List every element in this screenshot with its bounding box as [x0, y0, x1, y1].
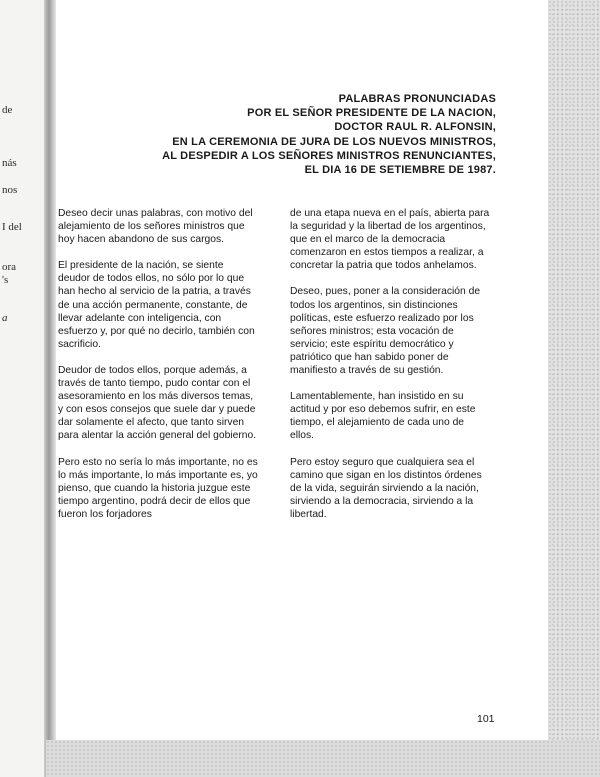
edge-fragment: nos — [2, 184, 18, 196]
edge-fragment: I del — [2, 221, 22, 233]
paragraph: Deseo decir unas palabras, con motivo del alejamiento de los señores ministros que hoy hacen abandono de sus cargos. — [58, 208, 253, 246]
book-gutter — [44, 0, 56, 777]
scan-margin — [548, 0, 600, 777]
previous-page-edge — [0, 0, 46, 777]
edge-fragment: 's — [2, 274, 9, 286]
heading-line: DOCTOR RAUL R. ALFONSIN, — [334, 121, 496, 134]
paragraph: Lamentablemente, han insistido en su actitud y por eso debemos sufrir, en este tiempo, el alejamiento de cada uno de ellos. — [290, 391, 476, 442]
paragraph: Deudor de todos ellos, porque además, a través de tanto tiempo, pudo contar con el asesoramiento en los más diversos temas, y con esos consejos que suele dar y puede dar solamente el afecto, que tanto sirven para alentar la acción general del gobierno. — [58, 364, 257, 442]
right-text-column — [290, 207, 490, 534]
heading-line: AL DESPEDIR A LOS SEÑORES MINISTROS RENUNCIANTES, — [162, 149, 496, 162]
edge-fragment: a — [2, 312, 8, 324]
edge-fragment: ora — [2, 261, 17, 273]
document-page — [56, 0, 548, 740]
edge-fragment: de — [2, 104, 13, 116]
scan-bottom-margin — [46, 740, 600, 777]
paragraph: Deseo, pues, poner a la consideración de todos los argentinos, sin distinciones políticas, este esfuerzo realizado por los señores ministros; esta vocación de servicio; este espíritu democrático y patriótico que han sabido poner de manifiesto a través de su gestión. — [290, 286, 481, 377]
edge-fragment: nás — [2, 157, 17, 169]
left-text-column — [58, 207, 258, 534]
paragraph: de una etapa nueva en el país, abierta para la seguridad y la libertad de los argentinos, que en el marco de la democracia comenzaron en estos tiempos a realizar, a concretar la patria que todos anhelamos. — [290, 208, 490, 272]
speech-heading — [76, 92, 496, 177]
heading-line: POR EL SEÑOR PRESIDENTE DE LA NACION, — [247, 107, 496, 120]
paragraph: El presidente de la nación, se siente deudor de todos ellos, no sólo por lo que han hecho al servicio de la patria, a través de una acción permanente, constante, de llevar adelante con inteligencia, con esfuerzo y, por qué no decirlo, también con sacrificio. — [58, 260, 255, 350]
page-number: 101 — [477, 713, 495, 725]
heading-line: PALABRAS PRONUNCIADAS — [338, 93, 496, 105]
paragraph: Pero esto no sería lo más importante, no es lo más importante, lo más importante es, yo pienso, que cuando la historia juzgue este tiempo argentino, podrá decir de ellos que fueron los forjadores — [58, 456, 258, 520]
paragraph: Pero estoy seguro que cualquiera sea el camino que sigan en los distintos órdenes de la vida, seguirán sirviendo a la nación, sirviendo a la democracia, sirviendo a la libertad. — [290, 456, 482, 520]
heading-line: EL DIA 16 DE SETIEMBRE DE 1987. — [304, 164, 496, 177]
heading-line: EN LA CEREMONIA DE JURA DE LOS NUEVOS MINISTROS, — [172, 135, 496, 148]
